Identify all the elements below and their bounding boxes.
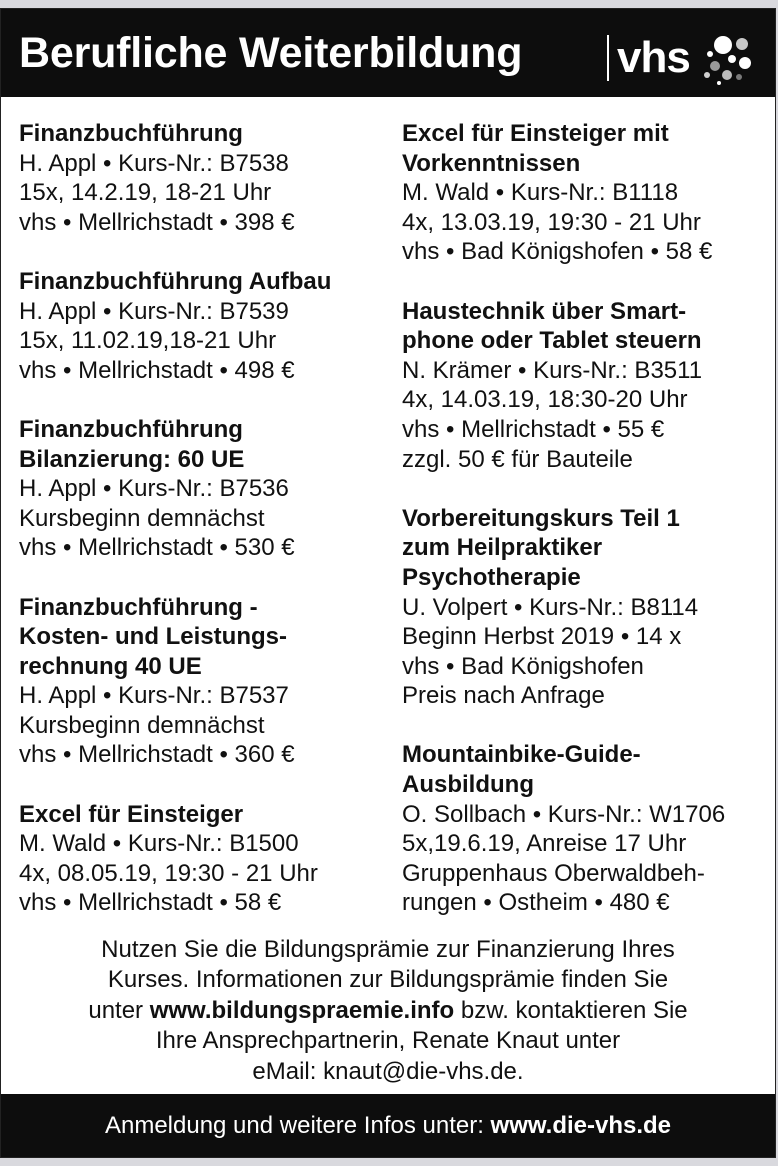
course-detail: vhs • Mellrichstadt • 360 €: [19, 741, 295, 769]
course-detail: vhs • Mellrichstadt • 55 €: [402, 415, 665, 443]
course-detail: H. Appl • Kurs-Nr.: B7537: [19, 682, 289, 710]
course-entry: [402, 740, 772, 918]
course-detail: Preis nach Anfrage: [402, 682, 605, 710]
course-detail: vhs • Mellrichstadt • 498 €: [19, 356, 295, 384]
info-line: Kurses. Informationen zur Bildungsprämie finden Sie: [107, 966, 669, 994]
course-detail: 4x, 08.05.19, 19:30 - 21 Uhr: [19, 859, 318, 887]
flyer-card: [0, 8, 776, 1158]
course-entry: [19, 119, 389, 237]
course-entry: [402, 297, 772, 475]
info-line: Ihre Ansprechpartnerin, Renate Knaut unter: [155, 1027, 621, 1055]
footer-bar: [1, 1094, 775, 1157]
course-entry: [402, 504, 772, 711]
page-title: Berufliche Weiterbildung: [19, 29, 523, 77]
course-detail: U. Volpert • Kurs-Nr.: B8114: [402, 593, 699, 621]
course-detail: 4x, 13.03.19, 19:30 - 21 Uhr: [402, 208, 701, 236]
course-entry: [19, 593, 389, 771]
course-detail: zzgl. 50 € für Bauteile: [402, 445, 633, 473]
course-title: Mountainbike-Guide- Ausbildung: [402, 741, 641, 799]
course-title: Excel für Einsteiger: [19, 800, 244, 828]
course-detail: vhs • Bad Königshofen • 58 €: [402, 238, 713, 266]
course-detail: vhs • Mellrichstadt • 58 €: [19, 889, 282, 917]
info-text: bzw. kontaktieren Sie: [454, 996, 688, 1024]
course-detail: H. Appl • Kurs-Nr.: B7538: [19, 149, 289, 177]
course-detail: rungen • Ostheim • 480 €: [402, 889, 670, 917]
course-detail: Kursbeginn demnächst: [19, 711, 265, 739]
course-entry: [19, 267, 389, 385]
course-detail: 4x, 14.03.19, 18:30-20 Uhr: [402, 386, 688, 414]
website-link[interactable]: www.die-vhs.de: [490, 1112, 672, 1139]
course-detail: M. Wald • Kurs-Nr.: B1500: [19, 830, 299, 858]
course-title: Finanzbuchführung Aufbau: [19, 267, 332, 295]
course-detail: N. Krämer • Kurs-Nr.: B3511: [402, 356, 703, 384]
course-entry: [402, 119, 772, 267]
course-detail: M. Wald • Kurs-Nr.: B1118: [402, 179, 679, 207]
course-detail: vhs • Mellrichstadt • 530 €: [19, 534, 295, 562]
course-detail: O. Sollbach • Kurs-Nr.: W1706: [402, 800, 726, 828]
course-detail: 15x, 11.02.19,18-21 Uhr: [19, 327, 277, 355]
course-detail: Kursbeginn demnächst: [19, 504, 265, 532]
course-column-right: [402, 119, 772, 948]
footer-text: Anmeldung und weitere Infos unter:: [104, 1112, 491, 1139]
course-detail: H. Appl • Kurs-Nr.: B7539: [19, 297, 289, 325]
course-column-left: [19, 119, 389, 948]
course-detail: H. Appl • Kurs-Nr.: B7536: [19, 475, 289, 503]
info-line: Nutzen Sie die Bildungsprämie zur Finanzierung Ihres: [101, 936, 675, 963]
course-title: Finanzbuchführung: [19, 120, 243, 147]
bildungspraemie-link[interactable]: www.bildungspraemie.info: [149, 996, 455, 1024]
course-detail: vhs • Bad Königshofen: [402, 652, 644, 680]
vhs-dots-logo-icon: [701, 31, 757, 87]
info-line: [1, 996, 775, 1026]
info-text: unter: [88, 996, 150, 1024]
course-detail: 5x,19.6.19, Anreise 17 Uhr: [402, 830, 687, 858]
funding-info: [1, 935, 775, 1087]
course-title: Finanzbuchführung Bilanzierung: 60 UE: [19, 415, 245, 473]
vhs-logo-text: vhs: [617, 33, 690, 82]
course-entry: [19, 415, 389, 563]
contact-email[interactable]: eMail: knaut@die-vhs.de.: [252, 1057, 524, 1085]
course-detail: vhs • Mellrichstadt • 398 €: [19, 208, 295, 236]
course-entry: [19, 800, 389, 918]
course-title: Vorbereitungskurs Teil 1 zum Heilpraktiker Psychotherapie: [402, 504, 680, 591]
course-title: Finanzbuchführung - Kosten- und Leistungs- rechnung 40 UE: [19, 593, 287, 680]
course-detail: 15x, 14.2.19, 18-21 Uhr: [19, 179, 272, 207]
header-bar: [1, 9, 775, 97]
header-divider: [607, 35, 609, 81]
course-title: Excel für Einsteiger mit Vorkenntnissen: [402, 120, 669, 177]
course-detail: Beginn Herbst 2019 • 14 x: [402, 623, 682, 651]
course-detail: Gruppenhaus Oberwaldbeh-: [402, 859, 705, 887]
course-title: Haustechnik über Smart- phone oder Tablet steuern: [402, 297, 702, 355]
